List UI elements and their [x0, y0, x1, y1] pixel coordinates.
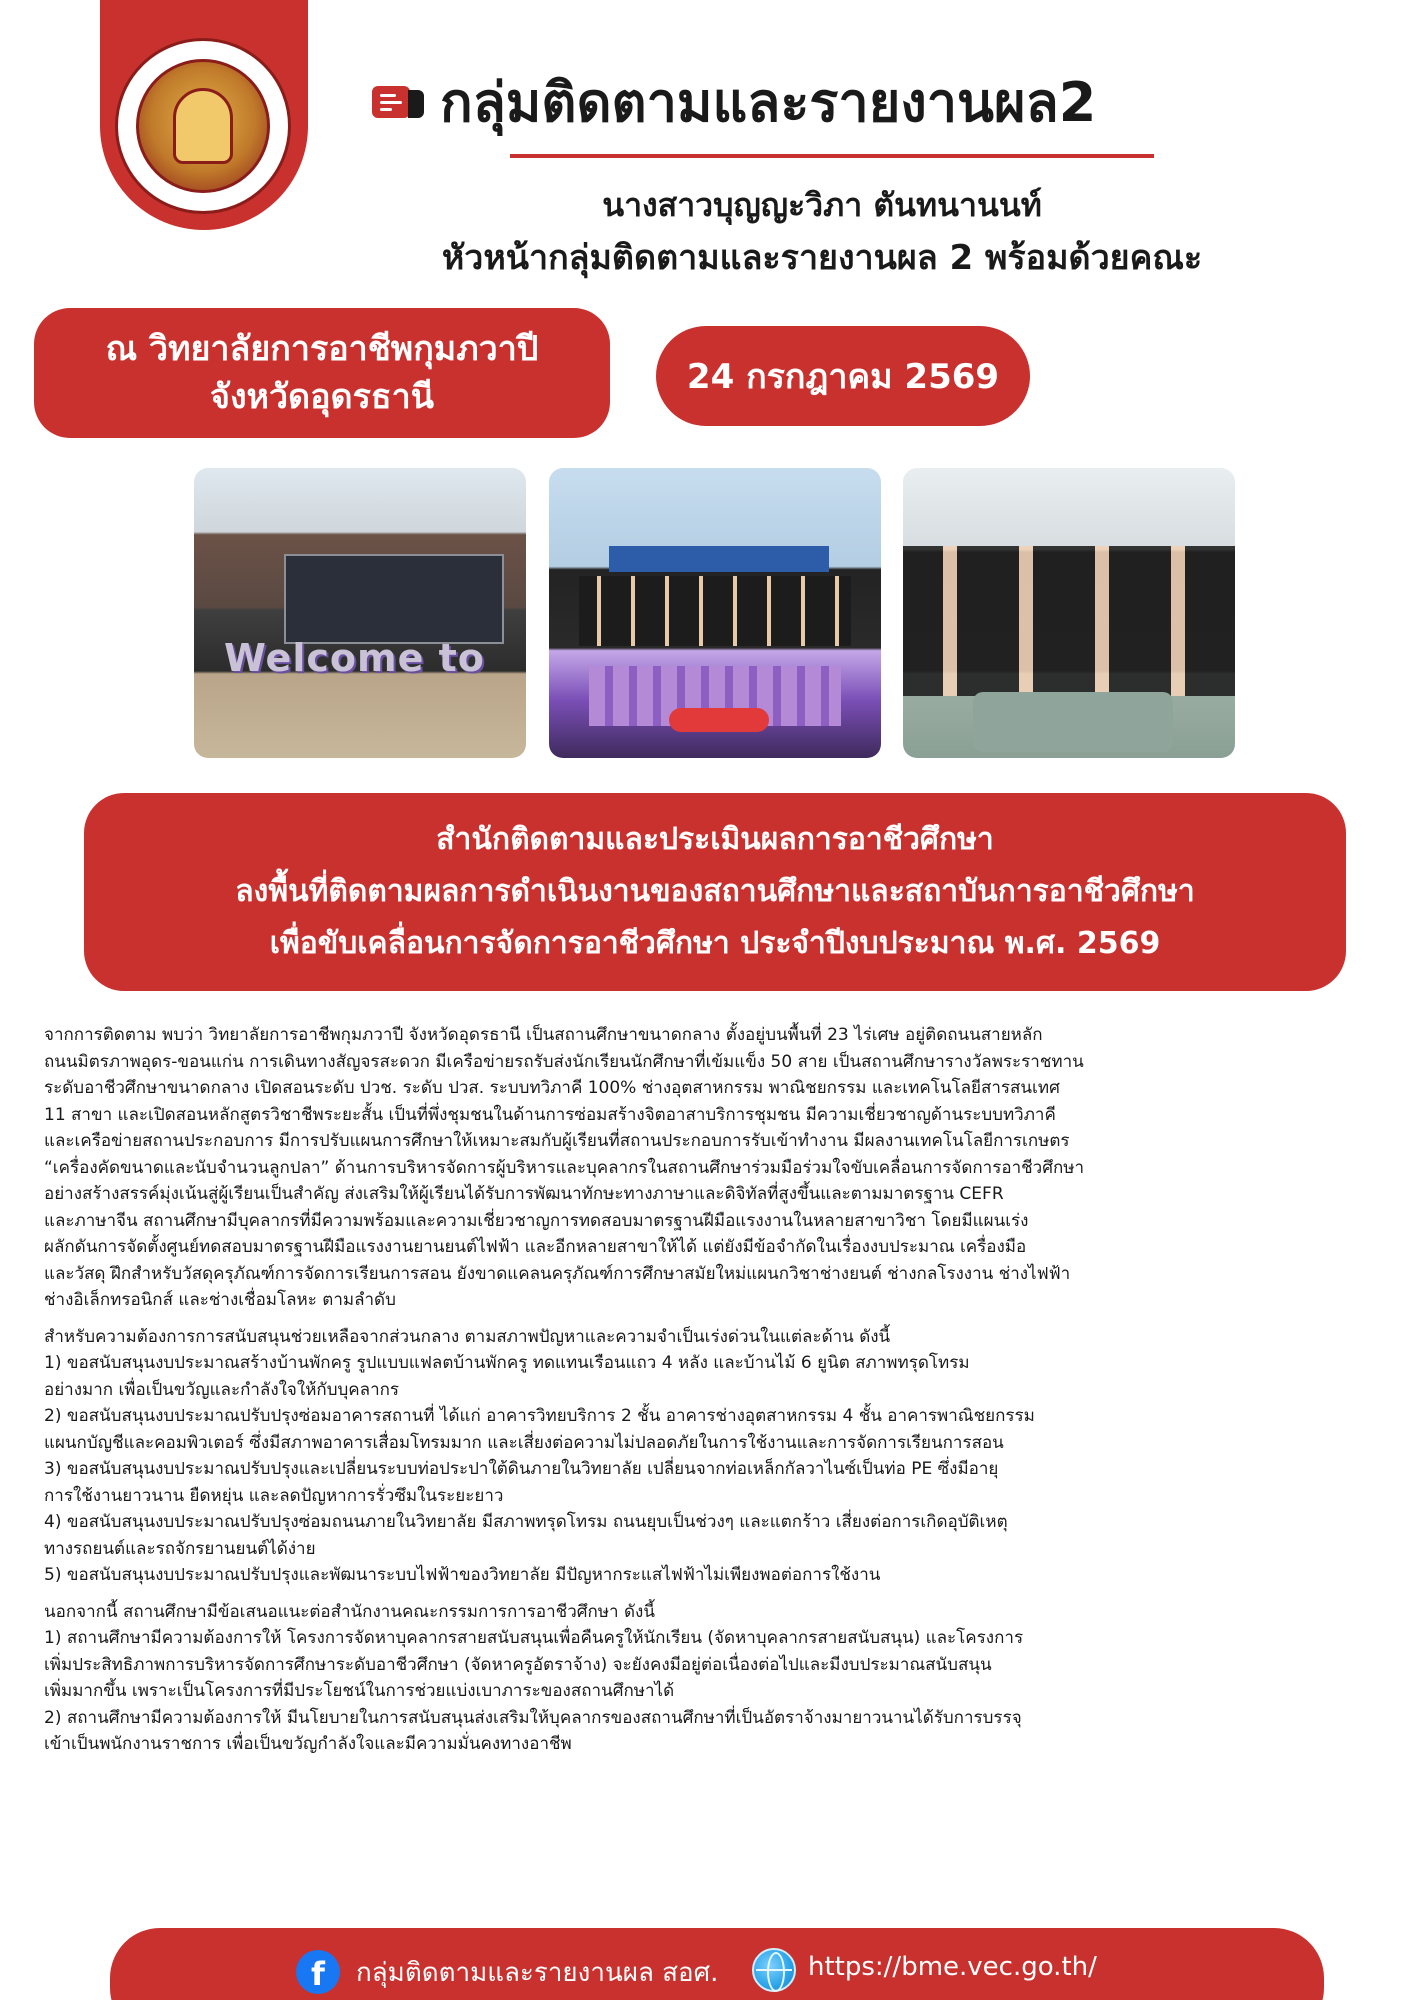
group-people: [579, 576, 851, 646]
report-body: [44, 1022, 1384, 1758]
vec-logo: [115, 38, 291, 214]
globe-icon[interactable]: [752, 1948, 796, 1992]
body-line: จากการติดตาม พบว่า วิทยาลัยการอาชีพกุมภวาปี จังหวัดอุดรธานี เป็นสถานศึกษาขนาดกลาง ตั้งอยู่บนพื้นที่ 23 ไร่เศษ อยู่ติดถนนสายหลัก: [44, 1025, 1043, 1045]
headline-line-1: สำนักติดตามและประเมินผลการอาชีวศึกษา: [436, 822, 994, 857]
body-line: ถนนมิตรภาพอุดร-ขอนแก่น การเดินทางสัญจรสะดวก มีเครือข่ายรถรับส่งนักเรียนนักศึกษาที่เข้มแข็ง 50 สาย เป็นสถานศึกษารางวัลพระราชทาน: [44, 1051, 1084, 1072]
body-line: 11 สาขา และเปิดสอนหลักสูตรวิชาชีพระยะสั้น เป็นที่พึ่งชุมชนในด้านการซ่อมสร้างจิตอาสาบริการชุมชน มีความเชี่ยวชาญด้านระบบทวิภาคี: [44, 1104, 1056, 1125]
date-text: 24 กรกฎาคม 2569: [686, 357, 1000, 397]
venue-line-1: ณ วิทยาลัยการอาชีพกุมภวาปี: [105, 329, 539, 369]
photo-workshop-visit: [903, 468, 1235, 758]
welcome-sign-text: Welcome to: [224, 636, 485, 680]
date-badge: [656, 326, 1030, 426]
document-icon: [372, 82, 428, 122]
logo-emblem: [136, 59, 270, 193]
venue-badge: [34, 308, 610, 438]
suggestion-list: [44, 1599, 1384, 1758]
body-line: เข้าเป็นพนักงานราชการ เพื่อเป็นขวัญกำลังใจและมีความมั่นคงทางอาชีพ: [44, 1734, 572, 1754]
body-line: และวัสดุ ฝึกสำหรับวัสดุครุภัณฑ์การจัดการเรียนการสอน ยังขาดแคลนครุภัณฑ์การศึกษาสมัยใหม่แผนกวิชาช่างยนต์ ช่างกลโรงงาน ช่างไฟฟ้า: [44, 1263, 1071, 1284]
body-line: 4) ขอสนับสนุนงบประมาณปรับปรุงซ่อมถนนภายในวิทยาลัย มีสภาพทรุดโทรม ถนนยุบเป็นช่วงๆ และแตกร้าว เสี่ยงต่อการเกิดอุบัติเหตุ: [44, 1512, 1008, 1532]
workshop-machine: [973, 692, 1173, 752]
person-role: หัวหน้ากลุ่มติดตามและรายงานผล 2 พร้อมด้วยคณะ: [441, 238, 1203, 278]
venue-line-2: จังหวัดอุดรธานี: [210, 377, 434, 417]
body-line: แผนกบัญชีและคอมพิวเตอร์ ซึ่งมีสภาพอาคารเสื่อมโทรมมาก และเสี่ยงต่อความไม่ปลอดภัยในการใช้งานและการจัดการเรียนการสอน: [44, 1432, 1004, 1453]
headline-box: [84, 793, 1346, 991]
body-line: 3) ขอสนับสนุนงบประมาณปรับปรุงและเปลี่ยนระบบท่อประปาใต้ดินภายในวิทยาลัย เปลี่ยนจากท่อเหล็กกัลวาไนซ์เป็นท่อ PE ซึ่งมีอายุ: [44, 1459, 999, 1479]
intro-paragraph: [44, 1022, 1384, 1314]
body-line: “เครื่องคัดขนาดและนับจำนวนลูกปลา” ด้านการบริหารจัดการผู้บริหารและบุคลากรในสถานศึกษาร่วมมือร่วมใจขับเคลื่อนการจัดการอาชีวศึกษา: [44, 1157, 1085, 1178]
body-line: อย่างสร้างสรรค์มุ่งเน้นสู่ผู้เรียนเป็นสำคัญ ส่งเสริมให้ผู้เรียนได้รับการพัฒนาทักษะทางภาษาและดิจิทัลที่สูงขึ้นและตามมาตรฐาน CEFR: [44, 1184, 1004, 1204]
body-line: สำหรับความต้องการการสนับสนุนช่วยเหลือจากส่วนกลาง ตามสภาพปัญหาและความจำเป็นเร่งด่วนในแต่ละด้าน ดังนี้: [44, 1326, 891, 1347]
college-sign: [284, 554, 504, 644]
headline-line-2: ลงพื้นที่ติดตามผลการดำเนินงานของสถานศึกษาและสถาบันการอาชีวศึกษา: [235, 874, 1195, 909]
photo-college-sign: [194, 468, 526, 758]
logo-emblem-core: [173, 88, 233, 164]
page-title-row: [372, 66, 1096, 138]
body-line: 1) ขอสนับสนุนงบประมาณสร้างบ้านพักครู รูปแบบแฟลตบ้านพักครู ทดแทนเรือนแถว 4 หลัง และบ้านไม้ 6 ยูนิต สภาพทรุดโทรม: [44, 1353, 970, 1373]
body-line: ทางรถยนต์และรถจักรยานยนต์ได้ง่าย: [44, 1538, 316, 1559]
body-line: เพิ่มมากขึ้น เพราะเป็นโครงการที่มีประโยชน์ในการช่วยแบ่งเบาภาระของสถานศึกษาได้: [44, 1681, 675, 1701]
headline-line-3: เพื่อขับเคลื่อนการจัดการอาชีวศึกษา ประจำปีงบประมาณ พ.ศ. 2569: [269, 926, 1161, 961]
support-list: [44, 1324, 1384, 1589]
body-line: 1) สถานศึกษามีความต้องการให้ โครงการจัดหาบุคลากรสายสนับสนุนเพื่อคืนครูให้นักเรียน (จัดหาบุคลากรสายสนับสนุน) และโครงการ: [44, 1628, 1024, 1648]
page-title: กลุ่มติดตามและรายงานผล2: [440, 71, 1097, 134]
body-line: 5) ขอสนับสนุนงบประมาณปรับปรุงและพัฒนาระบบไฟฟ้าของวิทยาลัย มีปัญหากระแสไฟฟ้าไม่เพียงพอต่อการใช้งาน: [44, 1565, 881, 1585]
title-divider: [510, 154, 1154, 158]
body-line: ผลักดันการจัดตั้งศูนย์ทดสอบมาตรฐานฝีมือแรงงานยานยนต์ไฟฟ้า และอีกหลายสาขาให้ได้ แต่ยังมีข้อจำกัดในเรื่องงบประมาณ เครื่องมือ: [44, 1237, 1027, 1257]
meeting-banner: [609, 546, 829, 572]
body-line: และเครือข่ายสถานประกอบการ มีการปรับแผนการศึกษาให้เหมาะสมกับผู้เรียนที่สถานประกอบการรับเข้าทำงาน มีผลงานเทคโนโลยีการเกษตร: [44, 1131, 1070, 1151]
body-line: การใช้งานยาวนาน ยืดหยุ่น และลดปัญหาการรั่วซึมในระยะยาว: [44, 1485, 504, 1506]
website-link[interactable]: https://bme.vec.go.th/: [808, 1952, 1097, 1982]
facebook-icon[interactable]: f: [296, 1950, 340, 1994]
body-line: นอกจากนี้ สถานศึกษามีข้อเสนอแนะต่อสำนักงานคณะกรรมการการอาชีวศึกษา ดังนี้: [44, 1601, 655, 1622]
body-line: 2) สถานศึกษามีความต้องการให้ มีนโยบายในการสนับสนุนส่งเสริมให้บุคลากรของสถานศึกษาที่เป็นอัตราจ้างมายาวนานได้รับการบรรจุ: [44, 1707, 1022, 1728]
body-line: เพิ่มประสิทธิภาพการบริหารจัดการศึกษาระดับอาชีวศึกษา (จัดหาครูอัตราจ้าง) จะยังคงมีอยู่ต่อเนื่องต่อไปและมีงบประมาณสนับสนุน: [44, 1654, 992, 1675]
body-line: ช่างอิเล็กทรอนิกส์ และช่างเชื่อมโลหะ ตามลำดับ: [44, 1290, 396, 1310]
visitors: [903, 546, 1235, 696]
photo-group-meeting: [549, 468, 881, 758]
body-line: ระดับอาชีวศึกษาขนาดกลาง เปิดสอนระดับ ปวช. ระดับ ปวส. ระบบทวิภาคี 100% ช่างอุตสาหกรรม พาณิชยกรรม และเทคโนโลยีสารสนเทศ: [44, 1078, 1060, 1098]
person-name: นางสาวบุญญะวิภา ตันทนานนท์: [602, 186, 1042, 224]
body-line: 2) ขอสนับสนุนงบประมาณปรับปรุงซ่อมอาคารสถานที่ ได้แก่ อาคารวิทยบริการ 2 ชั้น อาคารช่างอุตสาหกรรม 4 ชั้น อาคารพาณิชยกรรม: [44, 1406, 1035, 1426]
body-line: อย่างมาก เพื่อเป็นขวัญและกำลังใจให้กับบุคลากร: [44, 1379, 400, 1400]
facebook-page-link[interactable]: กลุ่มติดตามและรายงานผล สอศ.: [356, 1958, 719, 1988]
body-line: และภาษาจีน สถานศึกษามีบุคลากรที่มีความพร้อมและความเชี่ยวชาญการทดสอบมาตรฐานฝีมือแรงงานในหลายสาขาวิชา โดยมีแผนเร่ง: [44, 1210, 1029, 1231]
flower-arrangement: [669, 708, 769, 732]
